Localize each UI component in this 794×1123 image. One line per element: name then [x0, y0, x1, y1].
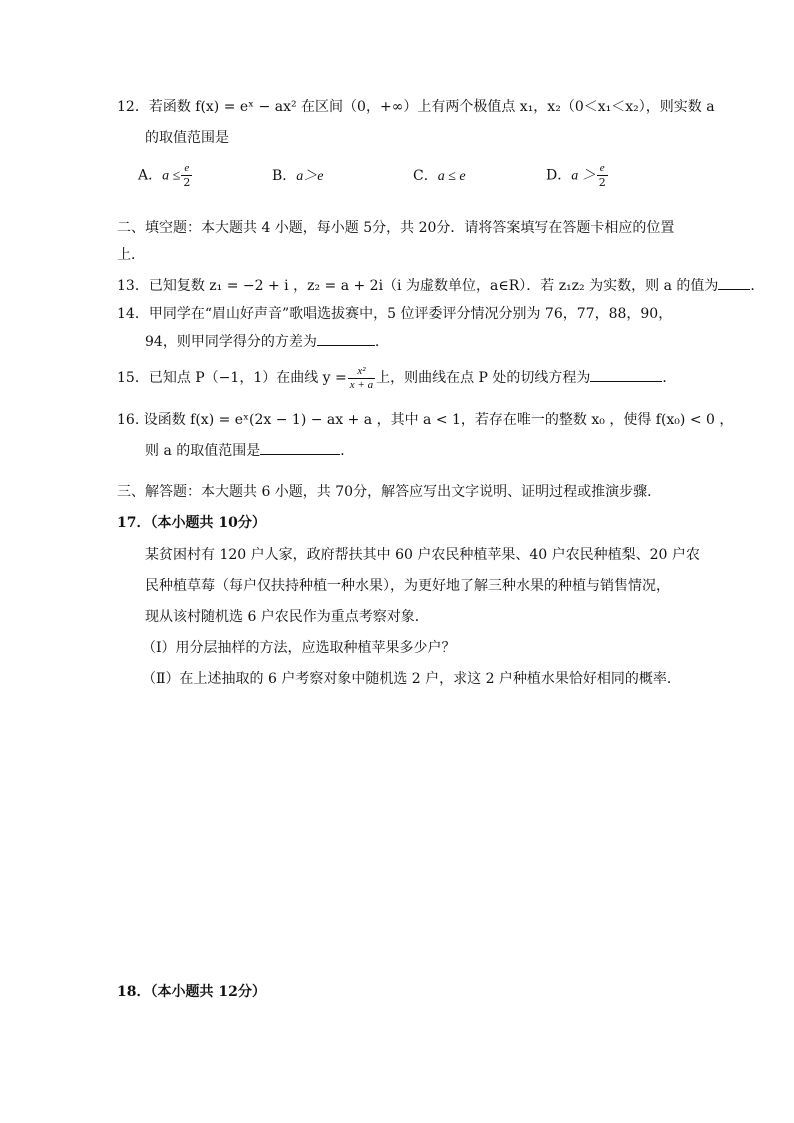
- option-d-text: a ＞: [571, 168, 596, 184]
- option-a-fraction: [181, 162, 192, 189]
- option-b-label: B．: [272, 168, 297, 184]
- q16-end: ．: [340, 443, 355, 459]
- option-d-frac-den: 2: [598, 176, 606, 189]
- q15-text-a: 15．已知点 P（−1，1）在曲线 y =: [117, 370, 347, 386]
- section2-heading-line2: 上．: [117, 247, 145, 263]
- q12-option-d: [546, 162, 609, 189]
- q17-paragraph-line3: 现从该村随机选 6 户农民作为重点考察对象．: [145, 609, 429, 625]
- option-c-label: C．: [413, 168, 438, 184]
- option-b-text: a＞e: [296, 169, 324, 184]
- option-a-text: a ≤: [162, 168, 181, 184]
- option-c-text: a ≤ e: [437, 169, 466, 184]
- q15-frac-num: x²: [348, 365, 375, 379]
- q12-option-c: [413, 166, 466, 187]
- q13-blank: [718, 275, 750, 290]
- q15-text-b: 上，则曲线在点 P 处的切线方程为: [376, 370, 591, 386]
- q15-frac-den: x + a: [349, 378, 374, 391]
- section3-heading: 三、解答题：本大题共 6 小题，共 70分，解答应写出文字说明、证明过程或推演步骤．: [117, 484, 662, 500]
- option-a-frac-num: e: [181, 162, 192, 176]
- option-a-label: A．: [138, 167, 163, 184]
- q16-line2: [145, 440, 354, 461]
- q13: [117, 275, 764, 296]
- q17-header: 17．（本小题共 10分）: [117, 515, 266, 531]
- q15-blank: [590, 367, 662, 382]
- q16-line1: 16. 设函数 f(x) = eˣ(2x − 1) − ax + a ，其中 a < 1，若存在唯一的整数 x₀ ，使得 f(x₀) < 0 ，: [117, 412, 734, 428]
- q12-option-a: [138, 162, 193, 189]
- section2-heading-line1: 二、填空题：本大题共 4 小题，每小题 5分，共 20分．请将答案填写在答题卡相应的位置: [117, 220, 675, 236]
- q14-end: .: [374, 334, 380, 350]
- q14-line2: [145, 331, 379, 352]
- q16-text: 则 a 的取值范围是: [145, 443, 261, 459]
- q12-line1: 12．若函数 f(x) = eˣ − ax² 在区间（0，+∞）上有两个极值点 x₁，x₂（0＜x₁＜x₂），则实数 a: [117, 99, 715, 115]
- option-a-frac-den: 2: [183, 176, 191, 189]
- q12-line2: 的取值范围是: [145, 130, 229, 146]
- q17-subquestion-2: （Ⅱ）在上述抽取的 6 户考察对象中随机选 2 户，求这 2 户种植水果恰好相同的概率．: [142, 671, 681, 687]
- q12-option-b: [272, 166, 324, 187]
- option-d-fraction: [597, 162, 608, 189]
- q14-text: 94，则甲同学得分的方差为: [145, 334, 317, 350]
- q15: [117, 361, 676, 395]
- q17-paragraph-line1: 某贫困村有 120 户人家，政府帮扶其中 60 户农民种植苹果、40 户农民种植梨、20 户农: [145, 547, 700, 563]
- q15-end: ．: [662, 370, 677, 386]
- q13-end: ．: [750, 278, 765, 294]
- q17-subquestion-1: （Ⅰ）用分层抽样的方法，应选取种植苹果多少户？: [142, 640, 456, 656]
- q14-line1: 14．甲同学在“眉山好声音”歌唱选拔赛中，5 位评委评分情况分别为 76，77，88，90，: [117, 306, 673, 322]
- q14-blank: [317, 331, 375, 346]
- q16-blank: [260, 440, 340, 455]
- option-d-frac-num: e: [597, 162, 608, 176]
- q18-header: 18．（本小题共 12分）: [117, 984, 266, 1000]
- q17-paragraph-line2: 民种植草莓（每户仅扶持种植一种水果），为更好地了解三种水果的种植与销售情况，: [145, 578, 670, 594]
- q15-fraction: [348, 365, 375, 392]
- q13-text: 13．已知复数 z₁ = −2 + i ，z₂ = a + 2i（i 为虚数单位，a∈R）．若 z₁z₂ 为实数，则 a 的值为: [117, 278, 719, 294]
- option-d-label: D．: [546, 167, 572, 184]
